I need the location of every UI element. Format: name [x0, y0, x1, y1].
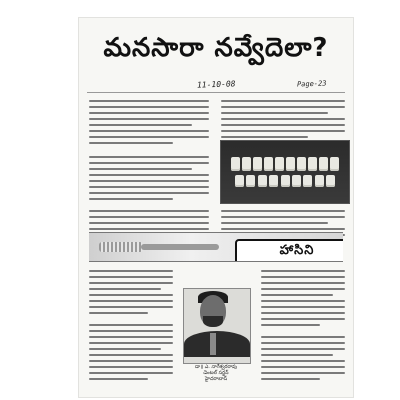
- doctor-portrait: [183, 288, 251, 364]
- text-column-right-lower: [261, 270, 345, 384]
- portrait-caption: [175, 364, 257, 382]
- page-stamp: Page-23: [296, 79, 327, 89]
- date-stamp: 11-10-08: [196, 79, 236, 90]
- caption-city: హైదరాబాద్: [204, 376, 228, 382]
- smile-banner: [89, 232, 343, 262]
- teeth-photo: [220, 140, 350, 204]
- banner-label: హాసిని: [235, 239, 343, 262]
- text-column-right-upper: [221, 100, 345, 142]
- caption-title: డెంటల్ సర్జన్: [203, 370, 229, 376]
- toothbrush-icon: [99, 242, 143, 252]
- headline-rule: [87, 92, 345, 93]
- text-column-left-lower: [89, 270, 173, 384]
- newspaper-clipping: [79, 18, 353, 397]
- caption-name: డా॥ ఎ. నాగేశ్వరరావు: [195, 364, 237, 370]
- article-headline: మనసారా నవ్వేదెలా?: [103, 33, 329, 63]
